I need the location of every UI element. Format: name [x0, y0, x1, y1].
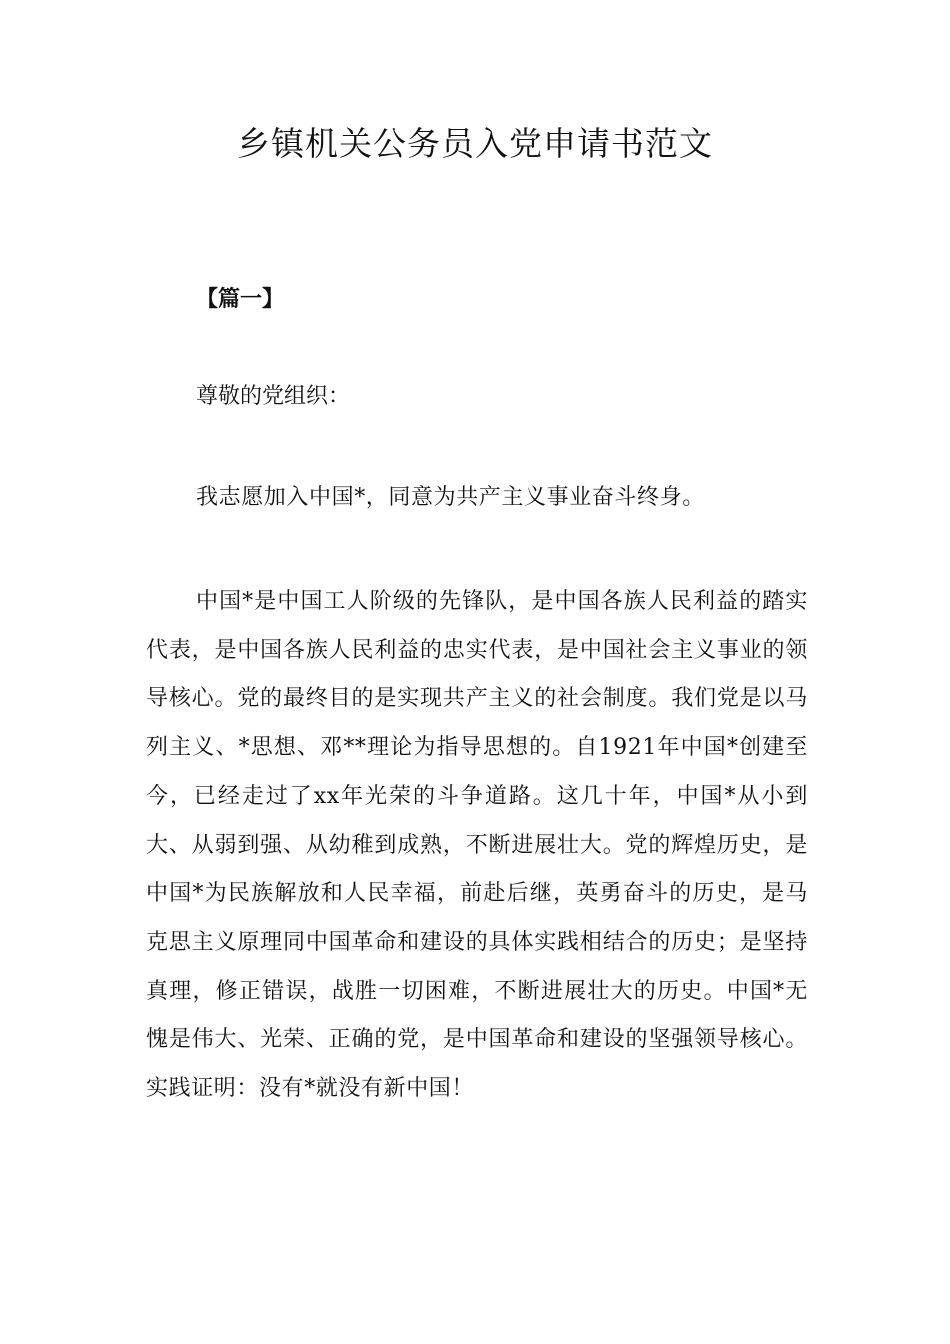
document-title: 乡镇机关公务员入党申请书范文 [237, 124, 713, 163]
salutation: 尊敬的党组织： [196, 384, 351, 409]
paragraph: 我志愿加入中国*，同意为共产主义事业奋斗终身。 [196, 485, 705, 510]
paragraph: 中国*是中国工人阶级的先锋队，是中国各族人民利益的踏实代表，是中国各族人民利益的忠实代表，是中国社会主义事业的领导核心。党的最终目的是实现共产主义的社会制度。我们党是以马列主义、*思想、邓**理论为指导思想的。自1921年中国*创建至今，已经走过了xx年光荣的斗争道路。这几十年，中国*从小到大、从弱到强、从幼稚到成熟，不断进展壮大。党的辉煌历史，是中国*为民族解放和人民幸福，前赴后继，英勇奋斗的历史，是马克思主义原理同中国革命和建设的具体实践相结合的历史；是坚持真理，修正错误，战胜一切困难，不断进展壮大的历史。中国*无愧是伟大、光荣、正确的党，是中国革命和建设的坚强领导核心。实践证明：没有*就没有新中国！ [146, 589, 808, 1102]
section-label: 【篇一】 [196, 287, 285, 312]
